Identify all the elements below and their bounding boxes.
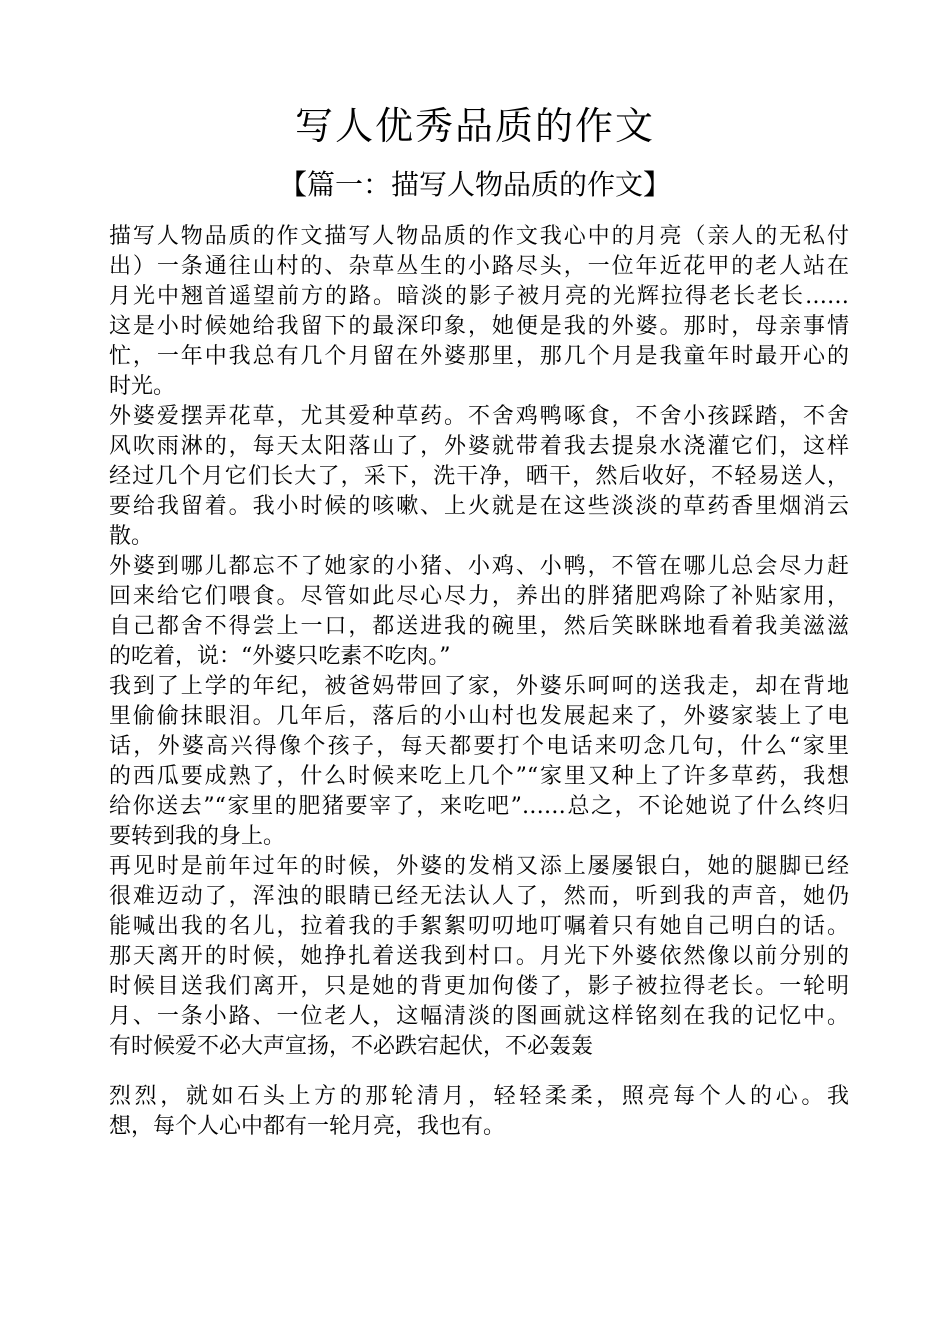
text-line: 时光。 (109, 374, 176, 399)
text-line: 想，每个人心中都有一轮月亮，我也有。 (109, 1114, 506, 1139)
text-line: 风吹雨淋的，每天太阳落山了，外婆就带着我去提泉水浇灌它们，这样 (109, 434, 849, 459)
text-line: 月光中翘首遥望前方的路。暗淡的影子被月亮的光辉拉得老长老长…… (109, 284, 849, 309)
text-line: 那天离开的时候，她挣扎着送我到村口。月光下外婆依然像以前分别的 (109, 944, 849, 969)
document-title: 写人优秀品质的作文 (294, 104, 655, 148)
text-line: 这是小时候她给我留下的最深印象，她便是我的外婆。那时，母亲事情 (109, 314, 849, 339)
text-line: 给你送去”“家里的肥猪要宰了，来吃吧”……总之，不论她说了什么终归 (109, 794, 849, 819)
text-line: 外婆爱摆弄花草，尤其爱种草药。不舍鸡鸭啄食，不舍小孩踩踏，不舍 (109, 404, 849, 429)
text-line: 描写人物品质的作文描写人物品质的作文我心中的月亮（亲人的无私付 (109, 224, 849, 249)
text-line: 散。 (109, 524, 154, 549)
text-line: 我到了上学的年纪，被爸妈带回了家，外婆乐呵呵的送我走，却在背地 (109, 674, 849, 699)
text-line: 忙，一年中我总有几个月留在外婆那里，那几个月是我童年时最开心的 (109, 344, 849, 369)
text-line: 再见时是前年过年的时候，外婆的发梢又添上屡屡银白，她的腿脚已经 (109, 854, 849, 879)
text-line: 时候目送我们离开，只是她的背更加佝偻了，影子被拉得老长。一轮明 (109, 974, 849, 999)
text-line: 要给我留着。我小时候的咳嗽、上火就是在这些淡淡的草药香里烟消云 (109, 494, 849, 519)
text-line: 要转到我的身上。 (109, 824, 286, 849)
text-line: 话，外婆高兴得像个孩子，每天都要打个电话来叨念几句，什么“家里 (109, 734, 849, 759)
text-line: 回来给它们喂食。尽管如此尽心尽力，养出的胖猪肥鸡除了补贴家用， (109, 584, 849, 609)
text-line: 经过几个月它们长大了，采下，洗干净，晒干，然后收好，不轻易送人， (109, 464, 849, 489)
paragraph-gap (109, 1062, 849, 1082)
text-line: 的吃着，说：“外婆只吃素不吃肉。” (109, 644, 451, 669)
text-line: 外婆到哪儿都忘不了她家的小猪、小鸡、小鸭，不管在哪儿总会尽力赶 (109, 554, 849, 579)
text-line: 出）一条通往山村的、杂草丛生的小路尽头，一位年近花甲的老人站在 (109, 254, 849, 279)
text-line: 能喊出我的名儿，拉着我的手絮絮叨叨地叮嘱着只有她自己明白的话。 (109, 914, 849, 939)
text-line: 自己都舍不得尝上一口，都送进我的碗里，然后笑眯眯地看着我美滋滋 (109, 614, 849, 639)
text-line: 月、一条小路、一位老人，这幅清淡的图画就这样铭刻在我的记忆中。 (109, 1004, 849, 1029)
text-line: 很难迈动了，浑浊的眼睛已经无法认人了，然而，听到我的声音，她仍 (109, 884, 849, 909)
section-heading: 【篇一：描写人物品质的作文】 (278, 168, 671, 201)
article-body (109, 222, 849, 1142)
text-line: 有时候爱不必大声宣扬，不必跌宕起伏，不必轰轰 (109, 1034, 594, 1059)
text-line: 的西瓜要成熟了，什么时候来吃上几个”“家里又种上了许多草药，我想 (109, 764, 849, 789)
text-line: 烈烈，就如石头上方的那轮清月，轻轻柔柔，照亮每个人的心。我 (109, 1084, 849, 1109)
text-line: 里偷偷抹眼泪。几年后，落后的小山村也发展起来了，外婆家装上了电 (109, 704, 849, 729)
